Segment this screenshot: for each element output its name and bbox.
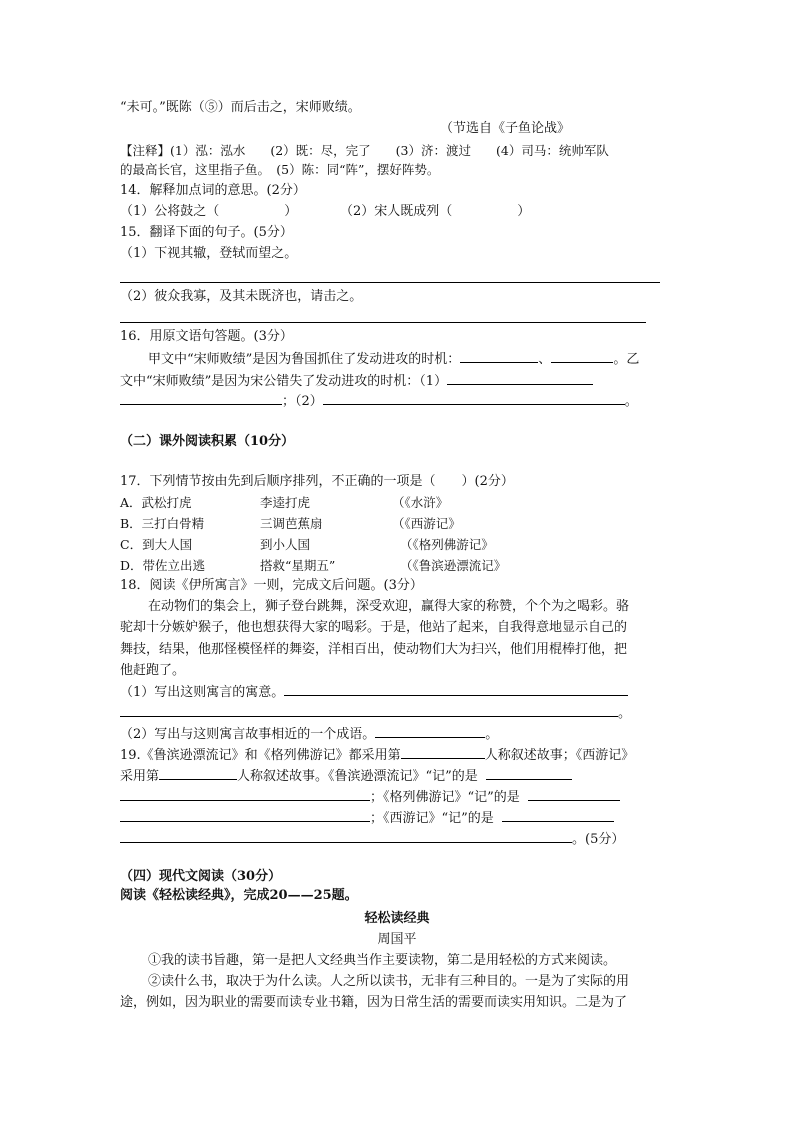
annotation-line-2: 的最高长官，这里指子鱼。 (5）陈：同“阵”，摆好阵势。 [120,162,440,177]
q19-text: 人称叙述故事。《鲁滨逊漂流记》“记”的是 [237,769,478,784]
blank[interactable] [284,682,628,696]
question-19-line-1 [120,745,634,765]
question-16: 16．用原文语句答题。(3分） [120,329,293,344]
fable-paragraph-line: 舞技，结果，他那怪模怪样的舞姿，洋相百出，使动物们大为扫兴，他们用棍棒打他，把 [120,642,628,657]
blank[interactable] [323,391,625,405]
q16-text: 甲文中“宋师败绩”是因为鲁国抓住了发动进攻的时机： [148,352,461,367]
option-b[interactable] [120,514,461,533]
option-source: （《水浒》 [392,495,449,510]
option-text: 到小人国 [260,537,311,552]
answer-line[interactable] [120,322,646,323]
question-18-item-2 [120,724,498,744]
question-14-item-2: （2）宋人既成列（ ） [340,204,531,219]
q19-end: 。(5分） [572,832,625,847]
question-15-item-2: （2）彼众我寡，及其未既济也，请击之。 [120,289,363,304]
question-16-line-3 [120,391,638,411]
blank[interactable] [447,371,593,385]
option-text: A．武松打虎 [120,495,192,510]
blank[interactable] [375,724,485,738]
option-d[interactable] [120,556,506,575]
option-source: （《格列佛游记》 [400,537,494,552]
option-text: B．三打白骨精 [120,516,205,531]
question-14-item-1: （1）公将鼓之（ ） [120,204,298,219]
question-18: 18．阅读《伊所寓言》一则，完成文后问题。(3分） [120,578,423,593]
q19-text: ；《西游记》“记”的是 [370,811,494,826]
option-text: 三调芭蕉扇 [260,516,323,531]
q19-text: ；《格列佛游记》“记”的是 [370,790,520,805]
q16-end-2: 。 [624,394,638,409]
blank[interactable] [120,787,370,801]
q19-text: 采用第 [120,769,160,784]
question-17: 17．下列情节按由先到后顺序排列，不正确的一项是（ ）(2分） [120,474,514,489]
reading-instruction: 阅读《轻松读经典》，完成20——25题。 [120,888,358,903]
question-14: 14．解释加点词的意思。(2分） [120,183,306,198]
q19-text: 19.《鲁滨逊漂流记》和《格列佛游记》都采用第 [120,748,401,763]
blank[interactable] [528,787,620,801]
blank[interactable] [159,766,237,780]
question-15: 15．翻译下面的句子。(5分） [120,225,293,240]
section-heading-4: （四）现代文阅读（30分） [120,869,282,884]
q19-text: 人称叙述故事；《西游记》 [484,748,635,763]
q16-sep-2: ；（2） [282,394,323,409]
blank[interactable] [120,829,572,843]
source-note: （节选自《子鱼论战》 [440,121,571,136]
passage-last-line: “未可。”既陈（⑤）而后击之，宋师败绩。 [120,100,361,115]
fable-paragraph-line: 在动物们的集会上，狮子登台跳舞，深受欢迎，赢得大家的称赞，个个为之喝彩。骆 [148,599,630,614]
question-19-line-4 [120,808,614,828]
question-19-line-2 [120,766,572,786]
blank[interactable] [551,349,613,363]
option-text: C．到大人国 [120,537,193,552]
q16-sep: 、 [538,352,552,367]
option-a[interactable] [120,493,448,512]
q18-text-2: （2）写出与这则寓言故事相近的一个成语。 [120,727,376,742]
option-text: D．带佐立出逃 [120,558,206,573]
fable-paragraph-line: 他赶跑了。 [120,663,186,678]
question-18-item-1-cont [120,703,631,723]
article-paragraph-1: ①我的读书旨趣，第一是把人文经典当作主要读物，第二是用轻松的方式来阅读。 [148,953,617,968]
q18-text: （1）写出这则寓言的寓意。 [120,685,285,700]
q18-end: 。 [618,706,632,721]
article-title: 轻松读经典 [364,911,430,926]
option-text: 搭救“星期五” [260,558,336,573]
q16-text-2: 文中“宋师败绩”是因为宋公错失了发动进攻的时机：（1） [120,374,448,389]
option-c[interactable] [120,535,494,554]
blank[interactable] [401,745,485,759]
section-heading-2: （二）课外阅读积累（10分） [120,434,295,449]
annotation-line-1: 【注释】(1）泓：泓水 (2）既：尽，完了 (3）济：渡过 (4）司马：统帅军队 [120,143,609,158]
answer-line[interactable] [120,282,660,283]
option-text: 李逵打虎 [260,495,311,510]
q16-end: 。乙 [613,352,640,367]
q18-end-2: 。 [485,727,499,742]
question-15-item-1: （1）下视其辙，登轼而望之。 [120,246,298,261]
blank[interactable] [502,808,614,822]
option-source: （《西游记》 [392,516,461,531]
article-paragraph-2-cont: 途，例如，因为职业的需要而读专业书籍，因为日常生活的需要而读实用知识。二是为了 [120,995,628,1010]
article-paragraph-2: ②读什么书，取决于为什么读。人之所以读书，无非有三种目的。一是为了实际的用 [148,974,630,989]
fable-paragraph-line: 驼却十分嫉妒猴子，他也想获得大家的喝彩。于是，他站了起来，自我得意地显示自己的 [120,620,628,635]
question-19-line-3 [120,787,620,807]
blank[interactable] [460,349,538,363]
blank[interactable] [120,808,370,822]
option-source: （《鲁滨逊漂流记》 [400,558,507,573]
article-author: 周国平 [377,932,417,947]
question-19-line-5 [120,829,624,849]
question-16-line-2 [120,371,593,391]
blank[interactable] [120,703,618,717]
question-18-item-1 [120,682,628,702]
blank[interactable] [486,766,572,780]
question-16-line-1 [148,349,639,369]
blank[interactable] [120,391,282,405]
